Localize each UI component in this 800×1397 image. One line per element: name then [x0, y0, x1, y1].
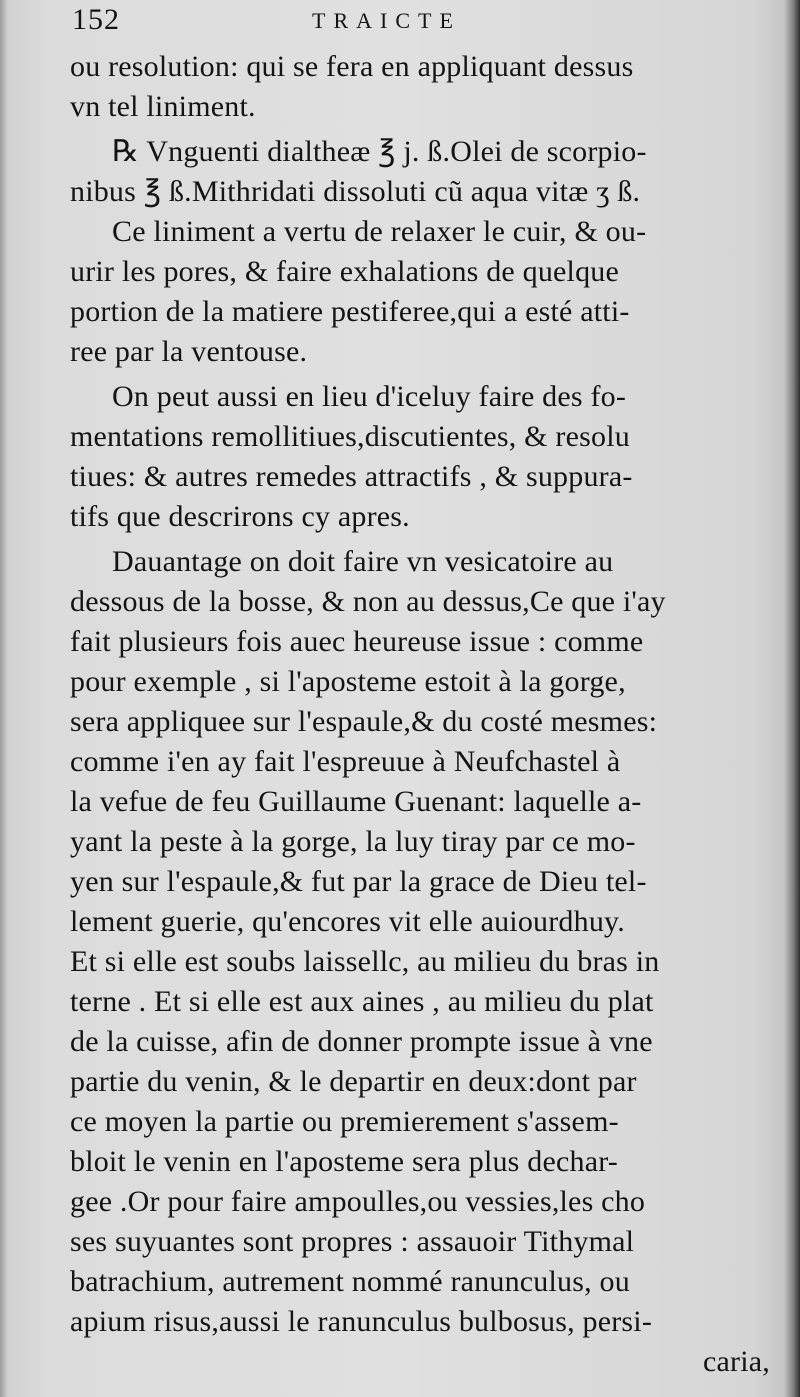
- page-number: 152: [72, 3, 120, 36]
- text-line: de la cuisse, afin de donner prompte issue à vne: [70, 1025, 653, 1058]
- body-text: [70, 47, 770, 1382]
- text-line: bloit le venin en l'aposteme sera plus dechar-: [70, 1145, 618, 1178]
- text-line: sera appliquee sur l'espaule,& du costé mesmes:: [70, 705, 658, 738]
- text-line: Ce liniment a vertu de relaxer le cuir, & ou-: [112, 215, 647, 248]
- text-line: apium risus,aussi le ranunculus bulbosus, persi-: [70, 1305, 653, 1338]
- text-line: ses suyuantes sont propres : assauoir Tithymal: [70, 1225, 635, 1258]
- text-line: urir les pores, & faire exhalations de quelque: [70, 255, 620, 288]
- text-line: vn tel liniment.: [70, 90, 256, 123]
- text-line: nibus ℥ ß.Mithridati dissoluti cũ aqua vitæ ʒ ß.: [70, 175, 641, 208]
- text-line: comme i'en ay fait l'espreuue à Neufchastel à: [70, 745, 621, 778]
- text-line: mentations remollitiues,discutientes, & resolu: [70, 420, 630, 453]
- text-line: fait plusieurs fois auec heureuse issue : comme: [70, 625, 644, 658]
- text-line: terne . Et si elle est aux aines , au milieu du plat: [70, 985, 654, 1018]
- text-line: yant la peste à la gorge, la luy tiray par ce mo-: [70, 825, 636, 858]
- text-line: batrachium, autrement nommé ranunculus, ou: [70, 1265, 630, 1298]
- text-line: Dauantage on doit faire vn vesicatoire au: [112, 545, 614, 578]
- text-line: ℞ Vnguenti dialtheæ ℥ j. ß.Olei de scorpio-: [112, 135, 647, 168]
- text-line: yen sur l'espaule,& fut par la grace de Dieu tel-: [70, 865, 647, 898]
- text-line: dessous de la bosse, & non au dessus,Ce que i'ay: [70, 585, 666, 618]
- text-line: lement guerie, qu'encores vit elle auiourdhuy.: [70, 905, 625, 938]
- text-line: ou resolution: qui se fera en appliquant dessus: [70, 50, 634, 83]
- page-gutter-shadow: [0, 0, 8, 1397]
- text-line: la vefue de feu Guillaume Guenant: laquelle a-: [70, 785, 642, 818]
- text-line: tiues: & autres remedes attractifs , & suppura-: [70, 460, 633, 493]
- text-line: Et si elle est soubs laissellc, au milieu du bras in: [70, 945, 660, 978]
- text-line: tifs que descrirons cy apres.: [70, 500, 410, 533]
- page-header: [72, 2, 772, 38]
- text-line: portion de la matiere pestiferee,qui a esté atti-: [70, 295, 630, 328]
- text-line: pour exemple , si l'aposteme estoit à la gorge,: [70, 665, 626, 698]
- text-line: ce moyen la partie ou premierement s'assem-: [70, 1105, 619, 1138]
- text-line: partie du venin, & le departir en deux:dont par: [70, 1065, 637, 1098]
- text-line: On peut aussi en lieu d'iceluy faire des fo-: [112, 380, 627, 413]
- text-line: ree par la ventouse.: [70, 335, 308, 368]
- page-edge-shadow: [784, 0, 800, 1397]
- text-line: caria,: [703, 1345, 770, 1378]
- text-line: gee .Or pour faire ampoulles,ou vessies,les cho: [70, 1185, 646, 1218]
- running-title: TRAICTE: [312, 8, 461, 33]
